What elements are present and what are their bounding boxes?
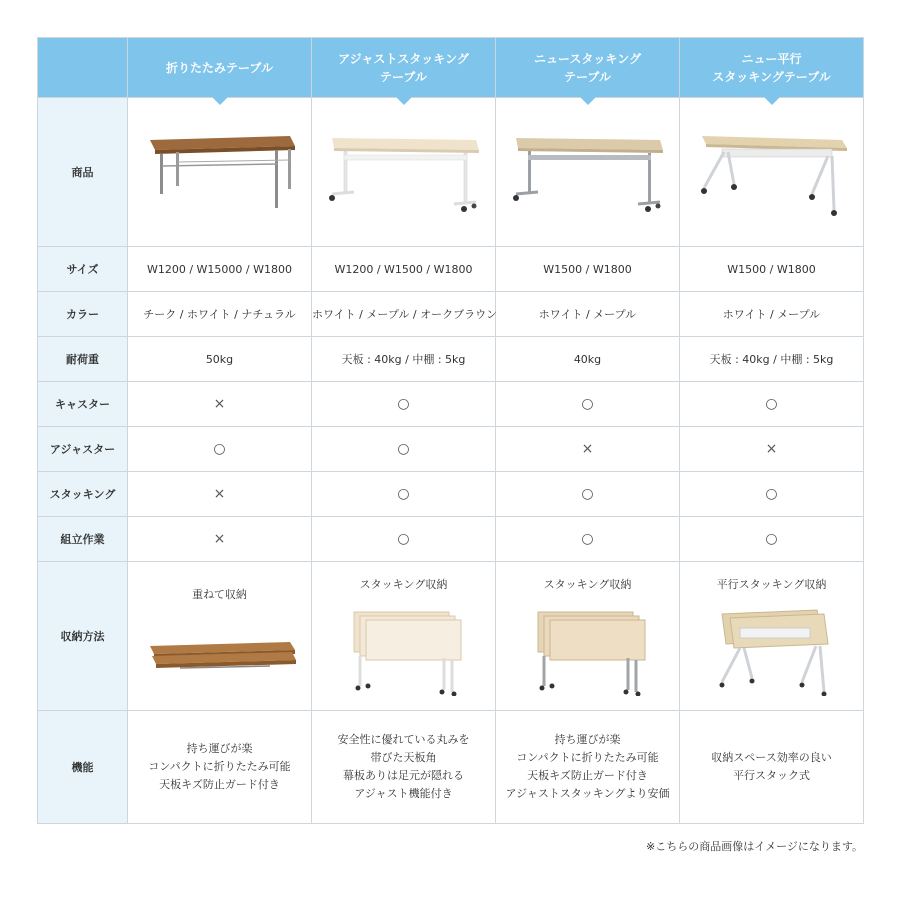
header-row [38, 38, 864, 98]
stacked-new-tables-image [508, 606, 668, 696]
header-line: ニュースタッキング [533, 51, 642, 66]
feature-line: 帯びた天板角 [370, 751, 437, 764]
adjust-stacking-table-image [324, 122, 484, 222]
load-value: 40kg [496, 337, 680, 382]
caster-mark [128, 382, 312, 427]
color-value: ホワイト / メープル / オークブラウン [312, 292, 496, 337]
size-value: W1200 / W1500 / W1800 [312, 247, 496, 292]
stacked-folding-tables-image [140, 616, 300, 686]
feature-line: 天板キズ防止ガード付き [527, 769, 648, 782]
availability-mark: × [213, 531, 226, 547]
storage-caption: 重ねて収納 [192, 588, 247, 601]
assembly-mark [128, 517, 312, 562]
adjuster-row [38, 427, 864, 472]
row-label-caster: キャスター [38, 382, 128, 427]
caster-row [38, 382, 864, 427]
features-cell [128, 711, 312, 824]
storage-cell [680, 562, 864, 711]
product-image-parallel-stacking [680, 98, 864, 247]
parallel-stacked-tables-image [692, 606, 852, 696]
stacking-mark [680, 472, 864, 517]
availability-mark: ○ [213, 441, 226, 457]
storage-row [38, 562, 864, 711]
product-image-adjust-stacking [312, 98, 496, 247]
caster-mark [312, 382, 496, 427]
row-label-load: 耐荷重 [38, 337, 128, 382]
size-row [38, 247, 864, 292]
stacking-mark [128, 472, 312, 517]
header-arrow [396, 97, 412, 105]
load-row [38, 337, 864, 382]
header-folding-table [128, 38, 312, 98]
size-value: W1500 / W1800 [680, 247, 864, 292]
stacking-mark [312, 472, 496, 517]
features-row [38, 711, 864, 824]
availability-mark: ○ [765, 396, 778, 412]
row-label-product: 商品 [38, 98, 128, 247]
header-line: ニュー平行 [741, 51, 802, 66]
header-arrow [212, 97, 228, 105]
adjuster-mark [680, 427, 864, 472]
adjuster-mark [312, 427, 496, 472]
stacking-mark [496, 472, 680, 517]
load-value: 天板 : 40kg / 中棚 : 5kg [312, 337, 496, 382]
header-line: アジャストスタッキング [338, 51, 469, 66]
availability-mark: ○ [397, 531, 410, 547]
header-new-parallel-stacking-table [680, 38, 864, 98]
storage-cell [312, 562, 496, 711]
feature-line: 平行スタック式 [733, 769, 810, 782]
color-value: ホワイト / メープル [496, 292, 680, 337]
parallel-stacking-table-image [692, 122, 852, 222]
header-arrow [580, 97, 596, 105]
color-value: チーク / ホワイト / ナチュラル [128, 292, 312, 337]
assembly-mark [680, 517, 864, 562]
comparison-table [37, 37, 864, 824]
header-arrow [764, 97, 780, 105]
feature-line: アジャスト機能付き [354, 787, 453, 800]
row-label-features: 機能 [38, 711, 128, 824]
stacked-adjust-tables-image [324, 606, 484, 696]
row-label-assembly: 組立作業 [38, 517, 128, 562]
assembly-row [38, 517, 864, 562]
feature-line: 天板キズ防止ガード付き [159, 778, 280, 791]
caster-mark [680, 382, 864, 427]
availability-mark: × [213, 486, 226, 502]
feature-line: コンパクトに折りたたみ可能 [148, 760, 291, 773]
assembly-mark [312, 517, 496, 562]
availability-mark: ○ [765, 531, 778, 547]
row-label-adjuster: アジャスター [38, 427, 128, 472]
feature-line: 幕板ありは足元が隠れる [343, 769, 464, 782]
availability-mark: ○ [581, 531, 594, 547]
size-value: W1500 / W1800 [496, 247, 680, 292]
product-row [38, 98, 864, 247]
availability-mark: ○ [397, 486, 410, 502]
features-cell [312, 711, 496, 824]
color-row [38, 292, 864, 337]
header-adjust-stacking-table [312, 38, 496, 98]
feature-line: 持ち運びが楽 [554, 733, 621, 746]
feature-line: アジャストスタッキングより安価 [505, 787, 670, 800]
header-corner [38, 38, 128, 98]
feature-line: コンパクトに折りたたみ可能 [516, 751, 659, 764]
availability-mark: ○ [581, 396, 594, 412]
product-image-new-stacking [496, 98, 680, 247]
image-disclaimer-note: ※こちらの商品画像はイメージになります。 [645, 840, 863, 853]
header-line: スタッキングテーブル [712, 69, 831, 84]
size-value: W1200 / W15000 / W1800 [128, 247, 312, 292]
adjuster-mark [128, 427, 312, 472]
availability-mark: × [765, 441, 778, 457]
load-value: 50kg [128, 337, 312, 382]
row-label-storage: 収納方法 [38, 562, 128, 711]
availability-mark: × [581, 441, 594, 457]
row-label-stacking: スタッキング [38, 472, 128, 517]
feature-line: 収納スペース効率の良い [711, 751, 832, 764]
availability-mark: ○ [765, 486, 778, 502]
new-stacking-table-image [508, 122, 668, 222]
storage-caption: スタッキング収納 [543, 578, 632, 591]
feature-line: 持ち運びが楽 [186, 742, 253, 755]
storage-cell [496, 562, 680, 711]
header-line: テーブル [564, 69, 611, 84]
availability-mark: ○ [397, 441, 410, 457]
availability-mark: ○ [397, 396, 410, 412]
storage-caption: スタッキング収納 [359, 578, 448, 591]
availability-mark: ○ [581, 486, 594, 502]
availability-mark: × [213, 396, 226, 412]
storage-caption: 平行スタッキング収納 [716, 578, 827, 591]
feature-line: 安全性に優れている丸みを [337, 733, 470, 746]
features-cell [680, 711, 864, 824]
header-line: 折りたたみテーブル [166, 60, 273, 75]
row-label-size: サイズ [38, 247, 128, 292]
adjuster-mark [496, 427, 680, 472]
features-cell [496, 711, 680, 824]
product-image-folding [128, 98, 312, 247]
load-value: 天板 : 40kg / 中棚 : 5kg [680, 337, 864, 382]
color-value: ホワイト / メープル [680, 292, 864, 337]
header-line: テーブル [380, 69, 427, 84]
header-new-stacking-table [496, 38, 680, 98]
caster-mark [496, 382, 680, 427]
assembly-mark [496, 517, 680, 562]
storage-cell [128, 562, 312, 711]
row-label-color: カラー [38, 292, 128, 337]
folding-table-image [140, 122, 300, 222]
stacking-row [38, 472, 864, 517]
